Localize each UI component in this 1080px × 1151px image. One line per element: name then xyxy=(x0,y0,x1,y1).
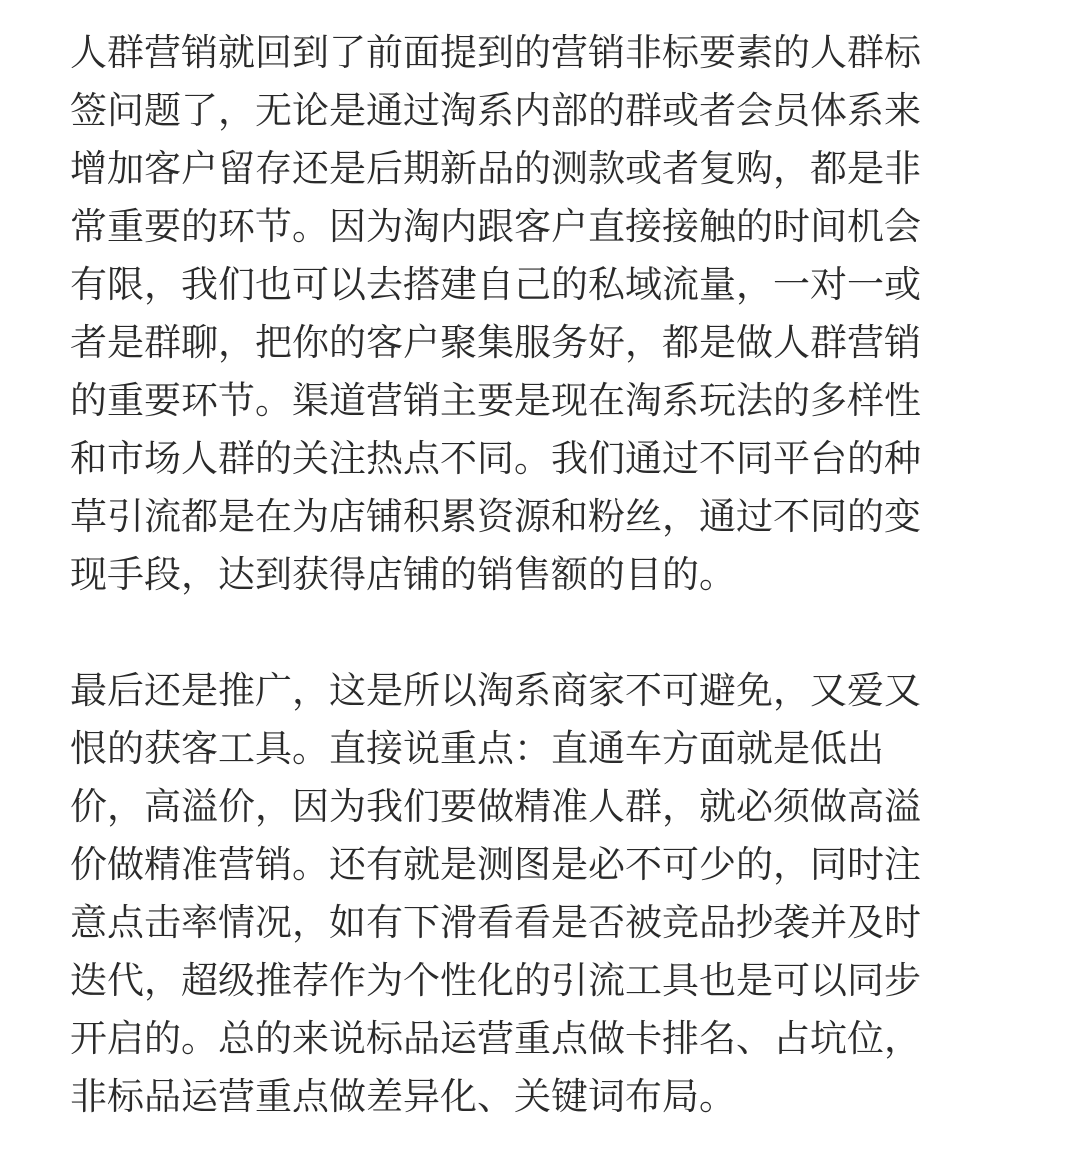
text-line: 价，高溢价，因为我们要做精准人群，就必须做高溢 xyxy=(70,785,921,828)
text-line: 非标品运营重点做差异化、关键词布局。 xyxy=(70,1075,736,1118)
text-line: 人群营销就回到了前面提到的营销非标要素的人群标 xyxy=(70,31,921,74)
text-line: 者是群聊，把你的客户聚集服务好，都是做人群营销 xyxy=(70,321,921,364)
paragraph-promotion xyxy=(70,662,990,1126)
text-line: 最后还是推广，这是所以淘系商家不可避免，又爱又 xyxy=(70,669,921,712)
article-body xyxy=(70,24,990,1126)
text-line: 迭代，超级推荐作为个性化的引流工具也是可以同步 xyxy=(70,959,921,1002)
text-line: 有限，我们也可以去搭建自己的私域流量，一对一或 xyxy=(70,263,921,306)
text-line: 的重要环节。渠道营销主要是现在淘系玩法的多样性 xyxy=(70,379,921,422)
text-line: 签问题了，无论是通过淘系内部的群或者会员体系来 xyxy=(70,89,921,132)
text-line: 和市场人群的关注热点不同。我们通过不同平台的种 xyxy=(70,437,921,480)
text-line: 草引流都是在为店铺积累资源和粉丝，通过不同的变 xyxy=(70,495,921,538)
text-line: 增加客户留存还是后期新品的测款或者复购，都是非 xyxy=(70,147,921,190)
text-line: 恨的获客工具。直接说重点：直通车方面就是低出 xyxy=(70,727,884,770)
text-line: 开启的。总的来说标品运营重点做卡排名、占坑位， xyxy=(70,1017,921,1060)
text-line: 常重要的环节。因为淘内跟客户直接接触的时间机会 xyxy=(70,205,921,248)
paragraph-crowd-marketing xyxy=(70,24,990,604)
text-line: 意点击率情况，如有下滑看看是否被竞品抄袭并及时 xyxy=(70,901,921,944)
text-line: 现手段，达到获得店铺的销售额的目的。 xyxy=(70,553,736,596)
text-line: 价做精准营销。还有就是测图是必不可少的，同时注 xyxy=(70,843,921,886)
